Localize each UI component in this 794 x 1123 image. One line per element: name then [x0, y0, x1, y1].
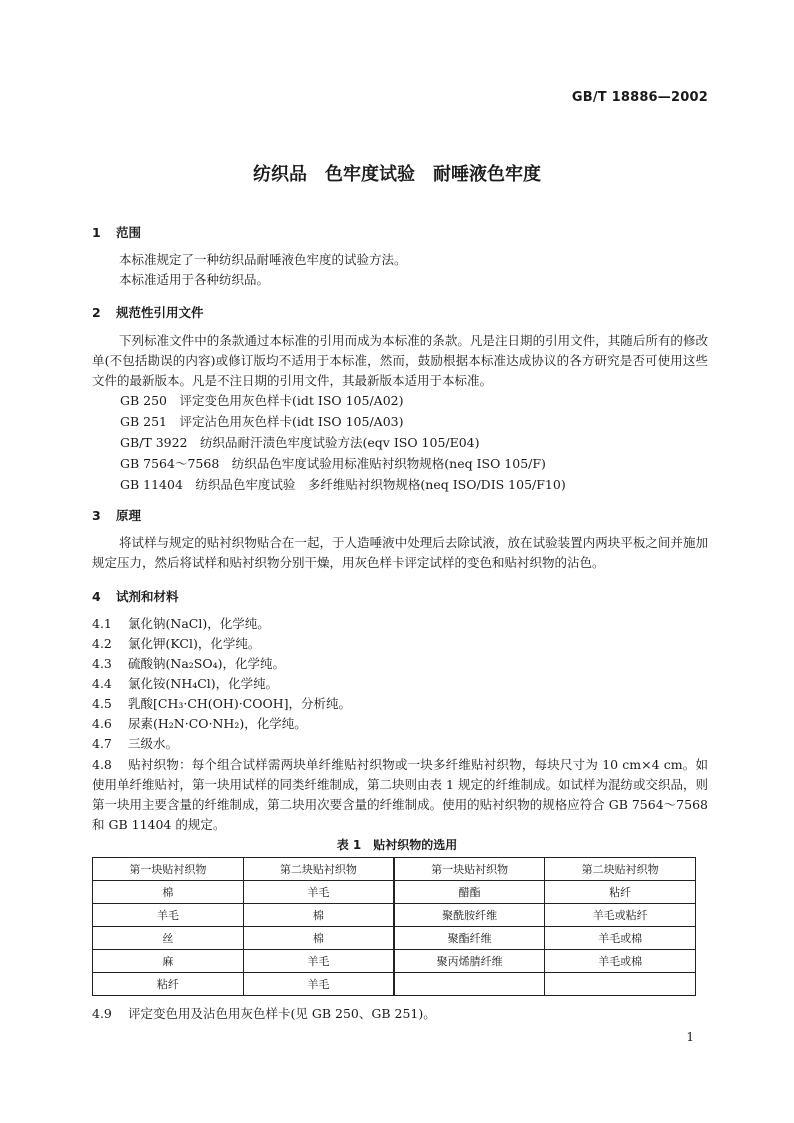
table-cell: 羊毛或棉 — [545, 927, 696, 950]
list-item: 4.7 三级水。 — [92, 736, 179, 751]
table-cell: 棉 — [243, 927, 394, 950]
table-header-row — [93, 858, 696, 881]
table-row — [93, 950, 696, 973]
table-row — [93, 904, 696, 927]
title-part-3: 耐唾液色牢度 — [433, 164, 541, 185]
table-caption: 表 1 贴衬织物的选用 — [336, 838, 458, 852]
table-cell: 麻 — [93, 950, 244, 973]
table-cell: 羊毛 — [243, 881, 394, 904]
page-title — [0, 160, 794, 186]
list-item: 4.2 氯化钾(KCl)，化学纯。 — [92, 636, 261, 651]
list-item: 4.3 硫酸钠(Na₂SO₄)，化学纯。 — [92, 656, 285, 671]
table-cell: 羊毛 — [243, 950, 394, 973]
section-heading-2: 2 规范性引用文件 — [92, 305, 204, 320]
reference-item: GB 250 评定变色用灰色样卡(idt ISO 105/A02) — [120, 393, 404, 408]
reference-item: GB/T 3922 纺织品耐汗渍色牢度试验方法(eqv ISO 105/E04) — [120, 435, 480, 450]
section-heading-1: 1 范围 — [92, 225, 142, 240]
table-cell — [394, 973, 545, 996]
table-header-cell: 第二块贴衬织物 — [545, 858, 696, 881]
table-row — [93, 881, 696, 904]
table-cell: 粘纤 — [545, 881, 696, 904]
table-header-cell: 第二块贴衬织物 — [243, 858, 394, 881]
reference-item: GB 251 评定沾色用灰色样卡(idt ISO 105/A03) — [120, 414, 404, 429]
table-cell: 羊毛 — [93, 904, 244, 927]
list-item: 4.6 尿素(H₂N·CO·NH₂)，化学纯。 — [92, 716, 307, 731]
scope-paragraph-2: 本标准适用于各种纺织品。 — [119, 272, 270, 287]
table-row — [93, 927, 696, 950]
table-cell — [545, 973, 696, 996]
table-header-cell: 第一块贴衬织物 — [394, 858, 545, 881]
table-cell: 聚丙烯腈纤维 — [394, 950, 545, 973]
item-4-9: 4.9 评定变色用及沾色用灰色样卡(见 GB 250、GB 251)。 — [92, 1006, 436, 1021]
table-cell: 聚酰胺纤维 — [394, 904, 545, 927]
standard-number: GB/T 18886—2002 — [571, 90, 708, 105]
principle-paragraph: 将试样与规定的贴衬织物贴合在一起，于人造唾液中处理后去除试液，放在试验装置内两块平板之间并施加规定压力，然后将试样和贴衬织物分别干燥，用灰色样卡评定试样的变色和贴衬织物的沾色。 — [92, 535, 708, 570]
title-part-2: 色牢度试验 — [325, 164, 415, 185]
table-cell: 聚酯纤维 — [394, 927, 545, 950]
scope-paragraph-1: 本标准规定了一种纺织品耐唾液色牢度的试验方法。 — [119, 252, 407, 267]
table-row — [93, 973, 696, 996]
fabric-selection-table — [92, 857, 696, 996]
page-number: 1 — [686, 1030, 694, 1044]
table-cell: 醋酯 — [394, 881, 545, 904]
list-item: 4.4 氯化铵(NH₄Cl)，化学纯。 — [92, 676, 279, 691]
section-heading-3: 3 原理 — [92, 508, 142, 523]
table-cell: 丝 — [93, 927, 244, 950]
table-header-cell: 第一块贴衬织物 — [93, 858, 244, 881]
table-cell: 羊毛或棉 — [545, 950, 696, 973]
table-cell: 粘纤 — [93, 973, 244, 996]
reference-item: GB 7564～7568 纺织品色牢度试验用标准贴衬织物规格(neq ISO 105/F) — [120, 456, 546, 471]
section-heading-4: 4 试剂和材料 — [92, 589, 179, 604]
references-intro: 下列标准文件中的条款通过本标准的引用而成为本标准的条款。凡是注日期的引用文件，其随后所有的修改单(不包括勘误的内容)或修订版均不适用于本标准，然而，鼓励根据本标准达成协议的各方研究是否可使用这些文件的最新版本。凡是不注日期的引用文件，其最新版本适用于本标准。 — [92, 333, 708, 388]
list-item: 4.5 乳酸[CH₃·CH(OH)·COOH]，分析纯。 — [92, 696, 352, 711]
item-4-8: 4.8 贴衬织物：每个组合试样需两块单纤维贴衬织物或一块多纤维贴衬织物，每块尺寸为 10 cm×4 cm。如使用单纤维贴衬，第一块用试样的同类纤维制成，第二块则由表 1 规定的纤维制成。如试样为混纺或交织品，则第一块用主要含量的纤维制成，第二块用次要含量的纤维制成。使用的贴衬织物的规格应符合 GB 7564～7568 和 GB 11404 的规定。 — [92, 757, 708, 832]
reference-item: GB 11404 纺织品色牢度试验 多纤维贴衬织物规格(neq ISO/DIS 105/F10) — [120, 477, 566, 492]
table-cell: 棉 — [93, 881, 244, 904]
table-cell: 棉 — [243, 904, 394, 927]
table-cell: 羊毛或粘纤 — [545, 904, 696, 927]
list-item: 4.1 氯化钠(NaCl)，化学纯。 — [92, 616, 270, 631]
table-cell: 羊毛 — [243, 973, 394, 996]
title-part-1: 纺织品 — [253, 164, 307, 185]
